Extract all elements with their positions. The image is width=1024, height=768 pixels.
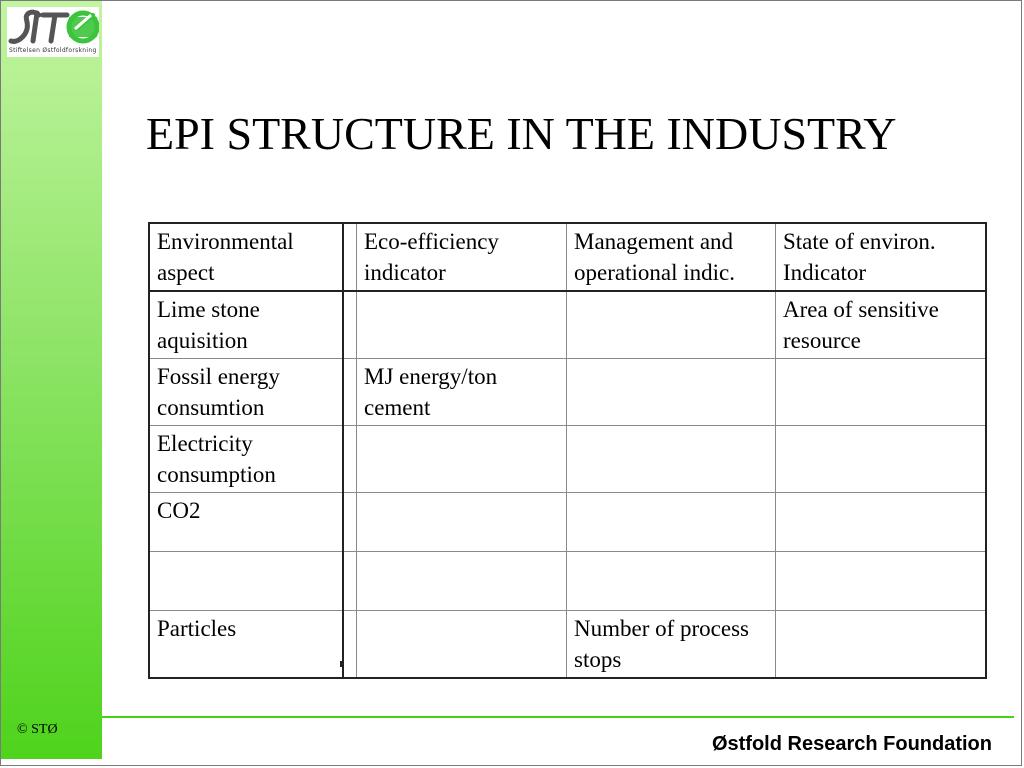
footer-organization: Østfold Research Foundation — [711, 733, 992, 755]
table-cell — [776, 611, 987, 679]
table-cell: MJ energy/ton cement — [357, 359, 567, 426]
table-cell — [567, 291, 776, 359]
header-management: Management and operational indic. — [567, 223, 776, 291]
table-cell — [567, 552, 776, 611]
epi-table — [148, 222, 987, 679]
table-row — [149, 426, 986, 493]
table-row — [149, 552, 986, 611]
header-state-of-environ: State of environ. Indicator — [776, 223, 987, 291]
table-cell — [357, 552, 567, 611]
sto-logo-mark-icon — [7, 7, 99, 47]
table-cell — [567, 426, 776, 493]
table-divider-stub — [340, 661, 342, 667]
table-cell — [343, 359, 357, 426]
table-cell — [343, 426, 357, 493]
table-cell — [567, 493, 776, 552]
table-row — [149, 611, 986, 679]
table-cell: CO2 — [149, 493, 343, 552]
header-eco-efficiency: Eco-efficiency indicator — [357, 223, 567, 291]
table-cell: Electricity consumption — [149, 426, 343, 493]
table-cell — [776, 552, 987, 611]
slide-title: EPI STRUCTURE IN THE INDUSTRY — [146, 108, 897, 159]
table-row — [149, 359, 986, 426]
table-cell — [149, 552, 343, 611]
table-cell — [357, 493, 567, 552]
table-cell — [567, 359, 776, 426]
table-cell — [343, 291, 357, 359]
footer-divider — [102, 716, 1014, 718]
table-cell — [776, 493, 987, 552]
table-cell — [357, 291, 567, 359]
table-cell: Lime stone aquisition — [149, 291, 343, 359]
logo-subtitle: Stiftelsen Østfoldforskning — [9, 47, 97, 54]
table-row — [149, 493, 986, 552]
table-cell — [357, 611, 567, 679]
table-header-row — [149, 223, 986, 291]
table-cell: Number of process stops — [567, 611, 776, 679]
table-cell: Fossil energy consumtion — [149, 359, 343, 426]
sidebar — [1, 1, 102, 759]
table-cell — [343, 493, 357, 552]
table-cell: Particles — [149, 611, 343, 679]
header-environmental-aspect: Environmental aspect — [149, 223, 343, 291]
table-cell — [343, 611, 357, 679]
header-spacer — [343, 223, 357, 291]
table-cell — [776, 426, 987, 493]
sto-logo — [7, 7, 99, 57]
copyright-text: © STØ — [17, 722, 58, 737]
table-cell — [343, 552, 357, 611]
table-cell — [357, 426, 567, 493]
table-cell: Area of sensitive resource — [776, 291, 987, 359]
table-row — [149, 291, 986, 359]
table-cell — [776, 359, 987, 426]
